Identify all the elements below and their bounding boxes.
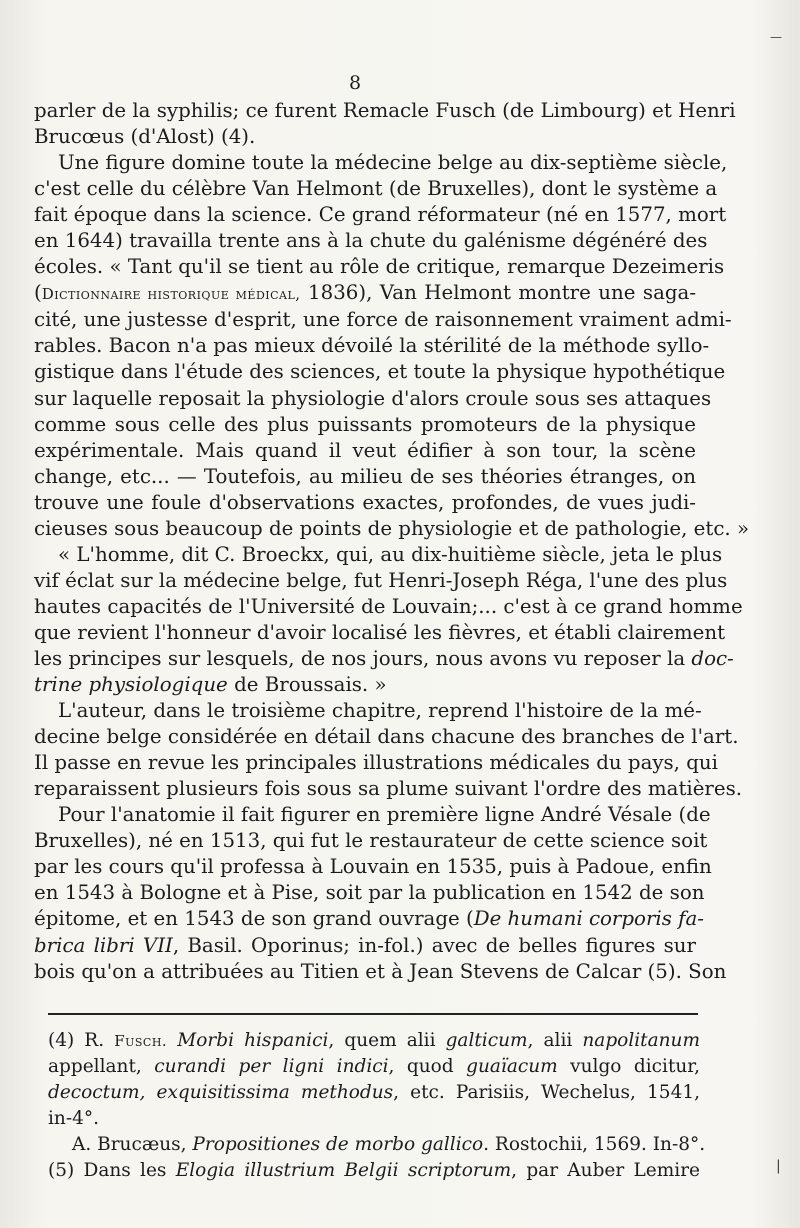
- text-line: c'est celle du célèbre Van Helmont (de Bruxelles), dont le système a: [34, 177, 718, 201]
- margin-mark: —: [770, 30, 782, 44]
- footnote-author: Fusch.: [114, 1032, 168, 1050]
- text-line: [34, 646, 734, 672]
- italic-span: De humani corporis fa-: [473, 907, 704, 931]
- footnote-label: (4) R.: [48, 1030, 115, 1051]
- italic-span: galticum: [445, 1030, 528, 1051]
- text-line: vif éclat sur la médecine belge, fut Henri-Joseph Réga, l'une des plus: [34, 568, 728, 592]
- text-span: de Broussais. »: [234, 673, 387, 697]
- text-line: cieuses sous beaucoup de points de physiologie et de pathologie, etc. »: [34, 516, 750, 540]
- text-line: en 1543 à Bologne et à Pise, soit par la publication en 1542 de son: [34, 881, 705, 905]
- text-line: L'auteur, dans le troisième chapitre, reprend l'histoire de la mé-: [58, 699, 702, 723]
- footnote-line: [48, 1028, 700, 1054]
- italic-span: Elogia illustrium Belgii scriptorum: [175, 1160, 512, 1181]
- text-line: [34, 672, 696, 698]
- italic-span: napolitanum: [582, 1030, 700, 1051]
- text-line: expérimentale. Mais quand il veut édifier à son tour, la scène: [34, 438, 696, 462]
- text-line: « L'homme, dit C. Broeckx, qui, au dix-huitième siècle, jeta le plus: [58, 542, 723, 566]
- italic-span: doc-: [691, 646, 734, 670]
- footnote-line: [48, 1158, 700, 1184]
- text-line: sur laquelle reposait la physiologie d'alors croule sous ses attaques: [34, 386, 712, 410]
- text-line: bois qu'on a attribuées au Titien et à Jean Stevens de Calcar (5). Son: [34, 959, 727, 983]
- italic-span: trine physiologique: [34, 673, 228, 697]
- text-line: Une figure domine toute la médecine belge au dix-septième siècle,: [58, 151, 728, 175]
- text-line: [34, 933, 696, 959]
- text-span: , etc. Parisiis, Wechelus, 1541,: [393, 1082, 700, 1103]
- text-line: fait époque dans la science. Ce grand réformateur (né en 1577, mort: [34, 203, 727, 227]
- text-line: [34, 906, 704, 932]
- text-line: Brucœus (d'Alost) (4).: [34, 125, 256, 149]
- footnote-line: in-4°.: [48, 1108, 99, 1129]
- text-span: , quod: [388, 1056, 467, 1077]
- dictionary-title: Dictionnaire historique médical,: [41, 285, 301, 304]
- text-line: en 1644) travailla trente ans à la chute du galénisme dégénéré des: [34, 229, 708, 253]
- text-line: change, etc... — Toutefois, au milieu de ses théories étranges, on: [34, 464, 696, 488]
- text-span: , Basil. Oporinus; in-fol.) avec de belles figures sur: [172, 933, 696, 957]
- text-line: hautes capacités de l'Université de Louvain;... c'est à ce grand homme: [34, 594, 743, 618]
- text-line: parler de la syphilis; ce furent Remacle Fusch (de Limbourg) et Henri: [34, 99, 736, 122]
- text-line: écoles. « Tant qu'il se tient au rôle de critique, remarque Dezeimeris: [34, 255, 725, 279]
- text-line: que revient l'honneur d'avoir localisé les fièvres, et établi clairement: [34, 620, 726, 644]
- text-line: cité, une justesse d'esprit, une force de raisonnement vraiment admi-: [34, 308, 732, 332]
- text-span: A. Brucæus,: [72, 1134, 193, 1155]
- text-span: appellant,: [48, 1056, 155, 1077]
- italic-span: Morbi hispanici: [177, 1030, 329, 1051]
- footnotes: [48, 1028, 706, 1184]
- text-span: les principes sur lesquels, de nos jours, nous avons vu reposer la: [34, 646, 692, 670]
- text-span: épitome, et en 1543 de son grand ouvrage (: [34, 907, 474, 931]
- italic-span: guaïacum: [466, 1056, 558, 1077]
- text-span: vulgo dicitur,: [557, 1056, 700, 1077]
- body-text: [34, 98, 750, 985]
- italic-span: Propositiones de morbo gallico: [192, 1134, 484, 1155]
- text-span: , quem alii: [328, 1030, 446, 1051]
- text-line: gistique dans l'étude des sciences, et toute la physique hypothétique: [34, 360, 726, 384]
- footnote-rule: [48, 1013, 698, 1015]
- text-line: [34, 280, 696, 307]
- italic-span: decoctum, exquisitissima methodus: [48, 1082, 394, 1103]
- text-span: (5) Dans les: [48, 1160, 176, 1181]
- footnote-line: [48, 1132, 706, 1158]
- page-number: 8: [348, 72, 362, 94]
- footnote-line: [48, 1054, 700, 1080]
- text-line: decine belge considérée en détail dans chacune des branches de l'art.: [34, 725, 739, 749]
- text-line: Pour l'anatomie il fait figurer en première ligne André Vésale (de: [58, 803, 711, 827]
- text-line: comme sous celle des plus puissants promoteurs de la physique: [34, 412, 696, 436]
- text-line: reparaissent plusieurs fois sous sa plume suivant l'ordre des matières.: [34, 777, 743, 801]
- text-line: par les cours qu'il professa à Louvain en 1535, puis à Padoue, enfin: [34, 855, 712, 879]
- margin-mark: |: [776, 1158, 781, 1174]
- paren-open: (: [34, 281, 42, 305]
- text-span: , par Auber Lemire: [511, 1160, 700, 1181]
- text-span: . Rostochii, 1569. In-8°.: [483, 1134, 706, 1155]
- text-line: Il passe en revue les principales illustrations médicales du pays, qui: [34, 751, 718, 775]
- text-line: Bruxelles), né en 1513, qui fut le restaurateur de cette science soit: [34, 829, 708, 853]
- text-line: trouve une foule d'observations exactes, profondes, de vues judi-: [34, 490, 696, 514]
- text-span: 1836), Van Helmont montre une saga-: [300, 281, 696, 305]
- italic-span: curandi per ligni indici: [154, 1056, 389, 1077]
- italic-span: brica libri VII: [34, 933, 173, 957]
- text-line: rables. Bacon n'a pas mieux dévoilé la stérilité de la méthode syllo-: [34, 334, 710, 358]
- text-span: , alii: [527, 1030, 583, 1051]
- footnote-line: [48, 1080, 700, 1106]
